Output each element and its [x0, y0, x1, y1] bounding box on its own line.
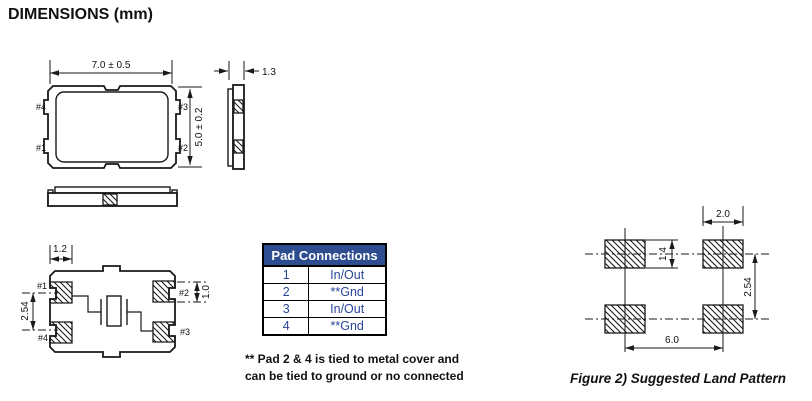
side-thickness-dimension: 1.3 [262, 67, 276, 78]
pad-pitch-dimension: 2.54 [20, 301, 31, 321]
land-row-pitch-dimension: 2.54 [743, 277, 754, 297]
pad-connection-cell: In/Out [309, 266, 386, 284]
pad-label-1: #1 [36, 281, 47, 291]
bottom-view [20, 244, 212, 357]
footnote-line-1: ** Pad 2 & 4 is tied to metal cover and [245, 352, 460, 366]
pad-number-cell: 4 [263, 318, 309, 336]
pad-connection-cell: In/Out [309, 301, 386, 318]
pad-number-cell: 2 [263, 284, 309, 301]
pad-number-cell: 3 [263, 301, 309, 318]
top-height-dimension: 5.0 ± 0.2 [194, 107, 205, 147]
front-view [48, 187, 177, 206]
pad-label-2: #2 [179, 288, 190, 298]
pad-label-4: #4 [35, 102, 46, 112]
page-title: DIMENSIONS (mm) [8, 6, 153, 23]
pad-connection-cell: **Gnd [309, 284, 386, 301]
land-col-pitch-dimension: 6.0 [665, 335, 679, 346]
side-view [214, 61, 276, 169]
top-view [36, 60, 205, 168]
side-body [233, 85, 244, 169]
package-lid-outline [56, 92, 168, 162]
pad-connections-table [262, 243, 387, 336]
land-pad-height-dimension: 1.4 [658, 247, 669, 261]
crystal-symbol [107, 296, 121, 326]
pad-label-3: #3 [180, 327, 191, 337]
table-row [263, 266, 386, 284]
pad-number-cell: 1 [263, 266, 309, 284]
land-pattern [585, 206, 770, 352]
table-row [263, 301, 386, 318]
bottom-pad-4 [50, 322, 72, 343]
table-row [263, 318, 386, 336]
bottom-pad-1 [50, 282, 72, 303]
table-row [263, 284, 386, 301]
land-pad-width-dimension: 2.0 [716, 209, 730, 220]
pad-label-1: #1 [35, 143, 46, 153]
bottom-pad-3 [153, 322, 175, 342]
pad-connection-cell: **Gnd [309, 318, 386, 336]
pad-label-3: #3 [178, 102, 189, 112]
pad-height-dimension: 1.0 [201, 285, 212, 299]
footnote-line-2: can be tied to ground or no connected [245, 369, 464, 383]
side-pad-hatch [234, 100, 243, 113]
top-width-dimension: 7.0 ± 0.5 [91, 60, 131, 71]
figure-caption: Figure 2) Suggested Land Pattern [570, 371, 787, 386]
table-header-row [263, 244, 386, 266]
pad-label-2: #2 [178, 143, 189, 153]
pad-label-4: #4 [37, 333, 48, 343]
bottom-pad-2 [153, 281, 175, 302]
pad-width-dimension: 1.2 [53, 244, 67, 255]
front-pad-hatch [103, 194, 117, 205]
footnote [245, 351, 464, 385]
table-header: Pad Connections [263, 244, 386, 266]
side-pad-hatch [234, 140, 243, 153]
